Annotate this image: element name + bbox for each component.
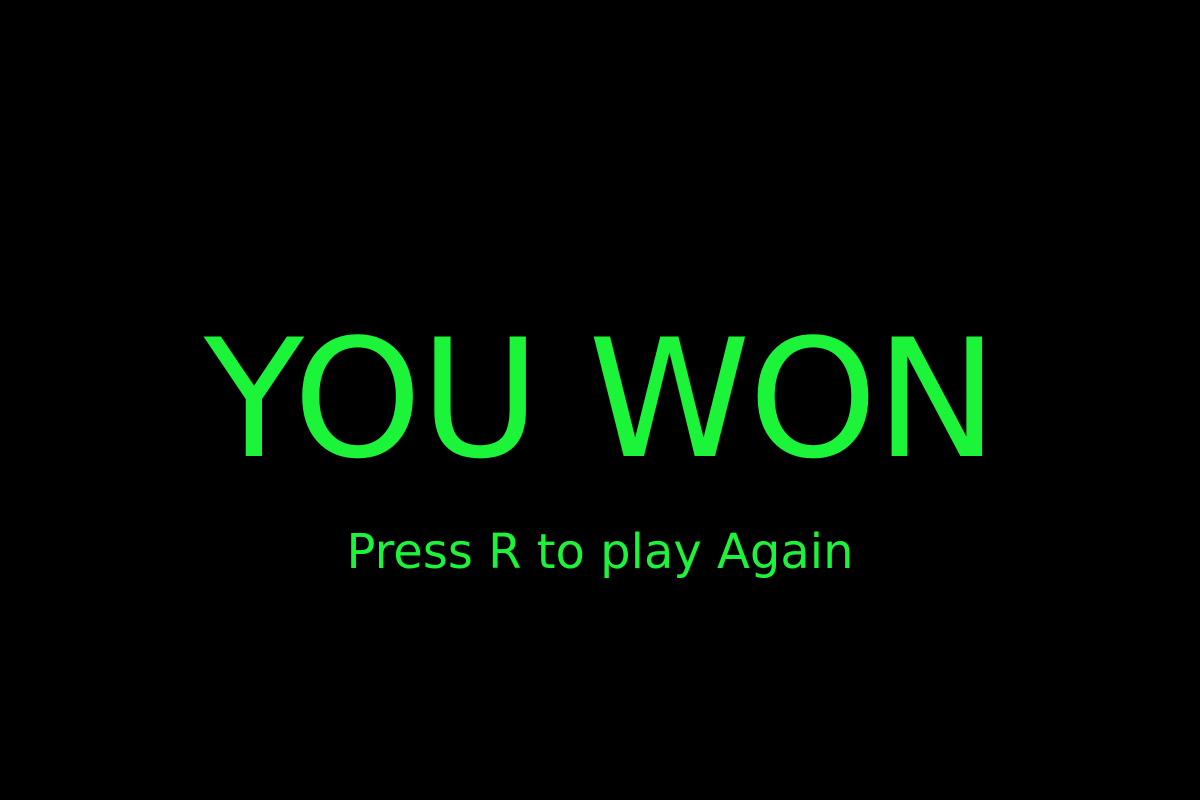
restart-prompt: Press R to play Again bbox=[346, 524, 854, 580]
win-title: YOU WON bbox=[203, 304, 997, 495]
